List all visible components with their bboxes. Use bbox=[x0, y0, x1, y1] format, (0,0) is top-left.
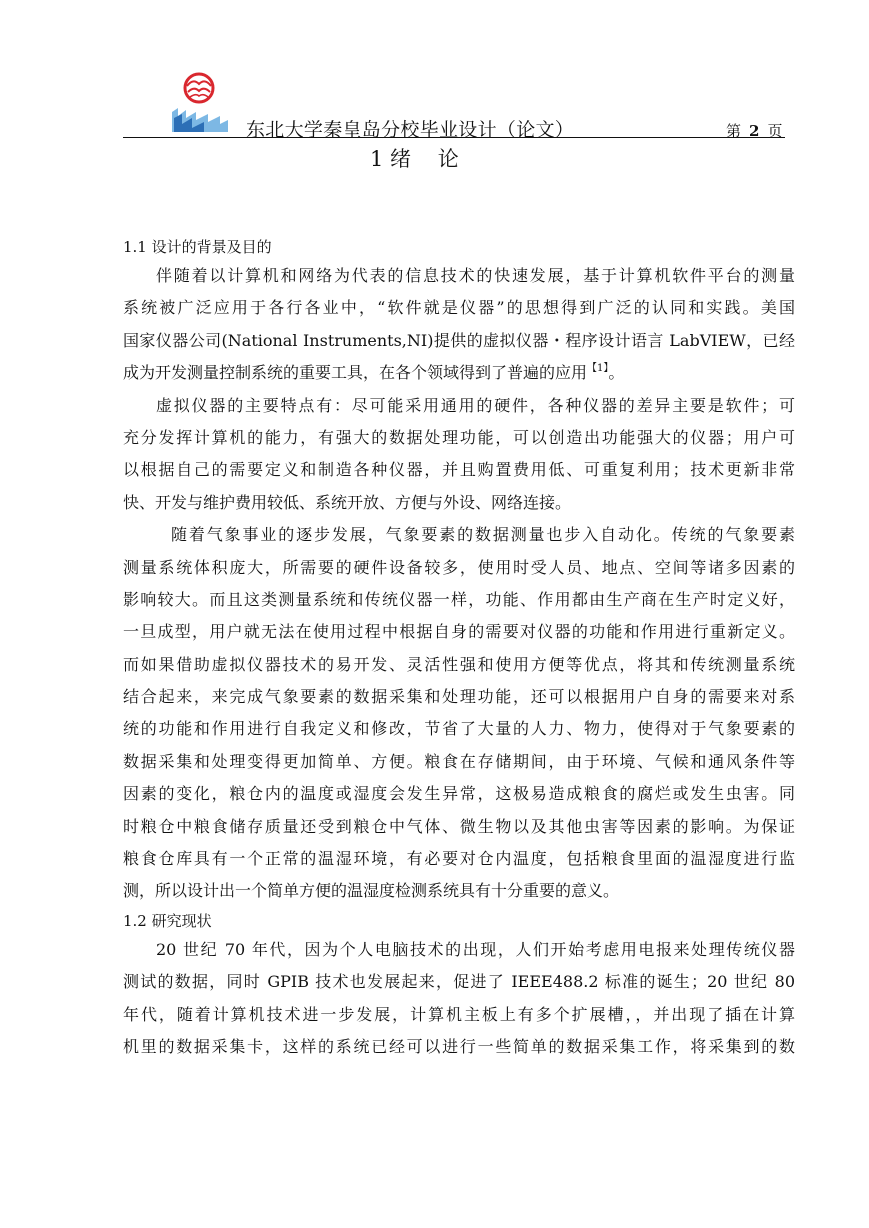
text-line: 数据采集和处理变得更加简单、方便。粮食在存储期间，由于环境、气候和通风条件等 bbox=[123, 751, 795, 771]
university-header-title: 东北大学秦皇岛分校毕业设计（论文） bbox=[246, 119, 575, 141]
text-line: 测量系统体积庞大，所需要的硬件设备较多，使用时受人员、地点、空间等诸多因素的 bbox=[123, 557, 795, 577]
text-line: 因素的变化，粮仓内的温度或湿度会发生异常，这极易造成粮食的腐烂或发生虫害。同 bbox=[123, 784, 795, 804]
text-line: 影响较大。而且这类测量系统和传统仪器一样，功能、作用都由生产商在生产时定义好， bbox=[123, 589, 795, 609]
text-line: 测，所以设计出一个简单方便的温湿度检测系统具有十分重要的意义。 bbox=[123, 881, 620, 901]
paragraph-meteorology bbox=[123, 519, 795, 908]
page-suffix: 页 bbox=[767, 122, 783, 140]
text-line: 机里的数据采集卡，这样的系统已经可以进行一些简单的数据采集工作，将采集到的数 bbox=[123, 1036, 795, 1056]
text-line: 系统被广泛应用于各行各业中，“软件就是仪器”的思想得到广泛的认同和实践。美国 bbox=[123, 298, 795, 318]
text-line: 结合起来，来完成气象要素的数据采集和处理功能，还可以根据用户自身的需要来对系 bbox=[123, 687, 795, 707]
text-line: 时粮仓中粮食储存质量还受到粮仓中气体、微生物以及其他虫害等因素的影响。为保证 bbox=[123, 816, 795, 836]
text-line: 而如果借助虚拟仪器技术的易开发、灵活性强和使用方便等优点，将其和传统测量系统 bbox=[123, 654, 795, 674]
page-prefix: 第 bbox=[726, 122, 742, 140]
text-line: 伴随着以计算机和网络为代表的信息技术的快速发展，基于计算机软件平台的测量 bbox=[156, 266, 795, 285]
section-heading-1-2: 1.2 研究现状 bbox=[123, 911, 212, 930]
paragraph-background bbox=[123, 260, 795, 390]
citation-marker: 【1】 bbox=[587, 363, 609, 375]
text-run: 。 bbox=[608, 363, 625, 383]
paragraph-features bbox=[123, 390, 795, 520]
text-line: 年代，随着计算机技术进一步发展，计算机主板上有多个扩展槽，，并出现了插在计算 bbox=[123, 1004, 795, 1024]
text-line: 测试的数据，同时 GPIB 技术也发展起来，促进了 IEEE488.2 标准的诞生；20 世纪 80 bbox=[123, 972, 795, 992]
text-line: 以根据自己的需要定义和制造各种仪器，并且购置费用低、可重复利用；技术更新非常 bbox=[123, 460, 795, 480]
text-line: 20 世纪 70 年代，因为个人电脑技术的出现，人们开始考虑用电报来处理传统仪器 bbox=[156, 939, 795, 959]
chapter-title: 1 绪 论 bbox=[370, 147, 459, 171]
text-line: 虚拟仪器的主要特点有：尽可能采用通用的硬件，各种仪器的差异主要是软件；可 bbox=[156, 395, 795, 415]
text-line: 随着气象事业的逐步发展，气象要素的数据测量也步入自动化。传统的气象要素 bbox=[171, 525, 795, 545]
header-rule bbox=[123, 137, 785, 138]
text-line: 国家仪器公司(National Instruments,NI)提供的虚拟仪器・程序设计语言 LabVIEW，已经 bbox=[123, 330, 795, 350]
text-line: 粮食仓库具有一个正常的温湿环境，有必要对仓内温度，包括粮食里面的温湿度进行监 bbox=[123, 849, 795, 869]
text-line: 快、开发与维护费用较低、系统开放、方便与外设、网络连接。 bbox=[123, 492, 572, 512]
paragraph-research-status bbox=[123, 934, 795, 1064]
text-line: 一旦成型，用户就无法在使用过程中根据自身的需要对仪器的功能和作用进行重新定义。 bbox=[123, 622, 795, 642]
section-heading-1-1: 1.1 设计的背景及目的 bbox=[123, 238, 272, 256]
page-number: 2 bbox=[749, 122, 760, 140]
text-line: 充分发挥计算机的能力，有强大的数据处理功能，可以创造出功能强大的仪器；用户可 bbox=[123, 427, 795, 447]
text-line bbox=[123, 357, 795, 389]
document-body bbox=[123, 234, 795, 1063]
text-line: 统的功能和作用进行自我定义和修改，节省了大量的人力、物力，使得对于气象要素的 bbox=[123, 719, 795, 739]
text-run: 成为开发测量控制系统的重要工具，在各个领域得到了普遍的应用 bbox=[123, 363, 588, 383]
university-logo bbox=[168, 66, 230, 134]
